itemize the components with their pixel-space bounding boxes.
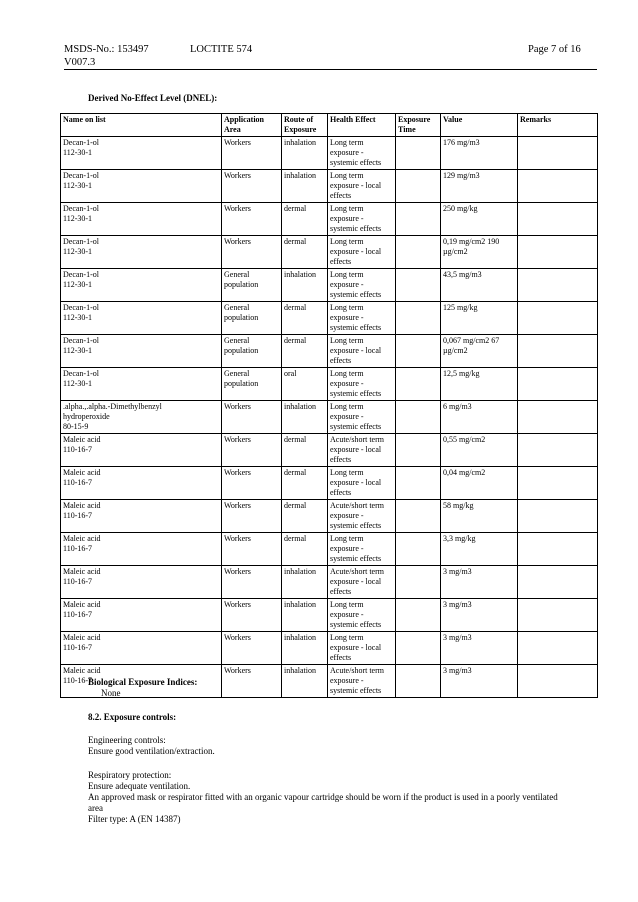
cell-name-line: Maleic acid — [63, 468, 101, 477]
cell-time — [396, 401, 441, 434]
cell-effect-line: exposure - local — [330, 445, 382, 454]
cell-remarks — [518, 170, 598, 203]
cell-effect — [328, 665, 396, 698]
cell-remarks — [518, 269, 598, 302]
cell-name-line: 110-16-7 — [63, 610, 93, 619]
cell-name — [61, 467, 222, 500]
cell-effect-line: exposure - — [330, 313, 364, 322]
cell-name-line: 112-30-1 — [63, 346, 93, 355]
cell-effect — [328, 434, 396, 467]
cell-effect — [328, 533, 396, 566]
cell-value-line: µg/cm2 — [443, 247, 468, 256]
cell-name-line: Decan-1-ol — [63, 369, 99, 378]
cell-name-line: Maleic acid — [63, 435, 101, 444]
cell-value — [441, 665, 518, 698]
cell-effect-line: Long term — [330, 237, 364, 246]
cell-area — [222, 335, 282, 368]
cell-area-line: Workers — [224, 435, 251, 444]
cell-value — [441, 599, 518, 632]
cell-time — [396, 467, 441, 500]
cell-effect-line: effects — [330, 653, 352, 662]
cell-value — [441, 368, 518, 401]
cell-area-line: General — [224, 270, 250, 279]
cell-remarks — [518, 533, 598, 566]
cell-area-line: General — [224, 303, 250, 312]
cell-time — [396, 632, 441, 665]
cell-value-line: 3 mg/m3 — [443, 567, 472, 576]
cell-area-line: population — [224, 280, 259, 289]
cell-area — [222, 566, 282, 599]
cell-route: inhalation — [282, 401, 328, 434]
cell-effect — [328, 467, 396, 500]
cell-name-line: 110-16-7 — [63, 676, 93, 685]
respiratory-protection-line3: Filter type: A (EN 14387) — [88, 814, 181, 824]
cell-effect-line: Long term — [330, 336, 364, 345]
cell-route: dermal — [282, 434, 328, 467]
cell-effect-line: systemic effects — [330, 554, 382, 563]
dnel-section-title: Derived No-Effect Level (DNEL): — [88, 93, 218, 103]
cell-route: inhalation — [282, 665, 328, 698]
cell-name-line: 110-16-7 — [63, 445, 93, 454]
cell-effect-line: effects — [330, 257, 352, 266]
cell-name-line: Decan-1-ol — [63, 204, 99, 213]
cell-area — [222, 500, 282, 533]
cell-area — [222, 632, 282, 665]
cell-value-line: 0,19 mg/cm2 190 — [443, 237, 500, 246]
cell-route: dermal — [282, 236, 328, 269]
cell-value-line: 3,3 mg/kg — [443, 534, 476, 543]
cell-value-line: 3 mg/m3 — [443, 600, 472, 609]
cell-route: inhalation — [282, 599, 328, 632]
cell-value — [441, 269, 518, 302]
cell-route: dermal — [282, 500, 328, 533]
table-row — [61, 500, 598, 533]
table-row — [61, 533, 598, 566]
cell-value-line: 6 mg/m3 — [443, 402, 472, 411]
cell-effect — [328, 203, 396, 236]
cell-name — [61, 170, 222, 203]
cell-effect-line: exposure - — [330, 676, 364, 685]
cell-name — [61, 599, 222, 632]
cell-value-line: 58 mg/kg — [443, 501, 474, 510]
cell-effect-line: Long term — [330, 270, 364, 279]
cell-effect — [328, 401, 396, 434]
cell-name-line: Decan-1-ol — [63, 336, 99, 345]
cell-name — [61, 368, 222, 401]
cell-name-line: Maleic acid — [63, 567, 101, 576]
cell-route: dermal — [282, 533, 328, 566]
cell-name-line: 110-16-7 — [63, 577, 93, 586]
exposure-controls-title: 8.2. Exposure controls: — [88, 712, 177, 722]
cell-name-line: 112-30-1 — [63, 379, 93, 388]
cell-value — [441, 335, 518, 368]
cell-effect-line: systemic effects — [330, 224, 382, 233]
cell-time — [396, 335, 441, 368]
cell-area — [222, 533, 282, 566]
cell-name-line: Maleic acid — [63, 501, 101, 510]
cell-value — [441, 533, 518, 566]
product-name: LOCTITE 574 — [190, 44, 253, 55]
cell-effect-line: systemic effects — [330, 422, 382, 431]
cell-route: dermal — [282, 335, 328, 368]
cell-effect-line: systemic effects — [330, 389, 382, 398]
cell-area-line: Workers — [224, 468, 251, 477]
cell-area-line: Workers — [224, 171, 251, 180]
page-number: Page 7 of 16 — [528, 44, 581, 55]
table-row — [61, 137, 598, 170]
cell-effect-line: exposure - local — [330, 346, 382, 355]
cell-remarks — [518, 368, 598, 401]
cell-area — [222, 170, 282, 203]
cell-name-line: 112-30-1 — [63, 181, 93, 190]
cell-time — [396, 665, 441, 698]
cell-effect-line: Long term — [330, 303, 364, 312]
cell-area-line: population — [224, 346, 259, 355]
cell-area — [222, 434, 282, 467]
cell-value-line: 0,04 mg/cm2 — [443, 468, 486, 477]
respiratory-protection-heading: Respiratory protection: — [88, 770, 172, 780]
table-row — [61, 170, 598, 203]
version-number: V007.3 — [64, 57, 96, 68]
cell-value-line: 0,067 mg/cm2 67 — [443, 336, 500, 345]
cell-name — [61, 269, 222, 302]
cell-value-line: µg/cm2 — [443, 346, 468, 355]
cell-route: inhalation — [282, 170, 328, 203]
cell-effect-line: systemic effects — [330, 158, 382, 167]
cell-time — [396, 302, 441, 335]
cell-effect-line: effects — [330, 488, 352, 497]
cell-effect-line: exposure - — [330, 280, 364, 289]
cell-effect-line: Long term — [330, 534, 364, 543]
cell-value — [441, 401, 518, 434]
cell-effect — [328, 632, 396, 665]
cell-value — [441, 467, 518, 500]
cell-remarks — [518, 137, 598, 170]
cell-value-line: 3 mg/m3 — [443, 633, 472, 642]
cell-area — [222, 467, 282, 500]
cell-name — [61, 137, 222, 170]
table-row — [61, 203, 598, 236]
cell-effect — [328, 599, 396, 632]
cell-area-line: Workers — [224, 633, 251, 642]
cell-area-line: population — [224, 313, 259, 322]
cell-name-line: Maleic acid — [63, 600, 101, 609]
cell-value-line: 0,55 mg/cm2 — [443, 435, 486, 444]
cell-name-line: 112-30-1 — [63, 214, 93, 223]
cell-area-line: General — [224, 336, 250, 345]
cell-name — [61, 401, 222, 434]
cell-effect-line: Long term — [330, 369, 364, 378]
cell-effect-line: Long term — [330, 138, 364, 147]
cell-effect — [328, 302, 396, 335]
col-header-effect: Health Effect — [328, 114, 396, 137]
cell-effect-line: exposure - local — [330, 478, 382, 487]
cell-remarks — [518, 599, 598, 632]
cell-value — [441, 137, 518, 170]
cell-effect-line: exposure - — [330, 379, 364, 388]
cell-area-line: General — [224, 369, 250, 378]
cell-name-line: 110-16-7 — [63, 544, 93, 553]
cell-time — [396, 533, 441, 566]
cell-area-line: Workers — [224, 534, 251, 543]
cell-name-line: 110-16-7 — [63, 511, 93, 520]
col-header-time: Exposure Time — [396, 114, 441, 137]
cell-effect-line: effects — [330, 455, 352, 464]
cell-effect-line: systemic effects — [330, 521, 382, 530]
cell-value-line: 3 mg/m3 — [443, 666, 472, 675]
table-row — [61, 368, 598, 401]
biological-indices-title: Biological Exposure Indices: — [88, 677, 198, 687]
cell-area — [222, 236, 282, 269]
cell-effect-line: exposure - local — [330, 247, 382, 256]
engineering-controls-heading: Engineering controls: — [88, 735, 166, 745]
cell-effect-line: exposure - — [330, 214, 364, 223]
cell-effect-line: Long term — [330, 171, 364, 180]
cell-remarks — [518, 500, 598, 533]
cell-remarks — [518, 335, 598, 368]
cell-area-line: Workers — [224, 204, 251, 213]
cell-value — [441, 203, 518, 236]
cell-value-line: 250 mg/kg — [443, 204, 478, 213]
dnel-table-body — [61, 137, 598, 698]
col-header-route: Route of Exposure — [282, 114, 328, 137]
cell-name-line: hydroperoxide — [63, 412, 110, 421]
cell-remarks — [518, 467, 598, 500]
cell-effect-line: exposure - local — [330, 643, 382, 652]
cell-effect-line: exposure - — [330, 148, 364, 157]
cell-route: inhalation — [282, 632, 328, 665]
cell-value-line: 12,5 mg/kg — [443, 369, 480, 378]
cell-name-line: 80-15-9 — [63, 422, 89, 431]
dnel-table — [60, 113, 598, 698]
cell-effect-line: systemic effects — [330, 323, 382, 332]
cell-value — [441, 170, 518, 203]
cell-value-line: 176 mg/m3 — [443, 138, 480, 147]
col-header-name: Name on list — [61, 114, 222, 137]
cell-effect-line: exposure - local — [330, 181, 382, 190]
cell-effect-line: Acute/short term — [330, 435, 384, 444]
cell-name-line: Decan-1-ol — [63, 237, 99, 246]
cell-value — [441, 302, 518, 335]
cell-area-line: Workers — [224, 138, 251, 147]
cell-name — [61, 302, 222, 335]
cell-effect-line: exposure - — [330, 610, 364, 619]
cell-effect-line: Long term — [330, 633, 364, 642]
cell-effect-line: systemic effects — [330, 620, 382, 629]
cell-effect-line: exposure - — [330, 544, 364, 553]
cell-name-line: Maleic acid — [63, 666, 101, 675]
cell-effect-line: Acute/short term — [330, 666, 384, 675]
cell-effect-line: effects — [330, 191, 352, 200]
cell-name — [61, 335, 222, 368]
cell-time — [396, 269, 441, 302]
cell-name — [61, 236, 222, 269]
cell-area — [222, 599, 282, 632]
cell-route: dermal — [282, 203, 328, 236]
cell-route: oral — [282, 368, 328, 401]
cell-area-line: Workers — [224, 600, 251, 609]
cell-effect-line: systemic effects — [330, 290, 382, 299]
cell-effect — [328, 137, 396, 170]
cell-route: dermal — [282, 302, 328, 335]
cell-area-line: Workers — [224, 237, 251, 246]
cell-time — [396, 170, 441, 203]
cell-effect-line: Long term — [330, 402, 364, 411]
cell-route: dermal — [282, 467, 328, 500]
cell-effect-line: Acute/short term — [330, 567, 384, 576]
cell-value — [441, 566, 518, 599]
cell-effect — [328, 500, 396, 533]
cell-name — [61, 533, 222, 566]
cell-time — [396, 203, 441, 236]
cell-name-line: 112-30-1 — [63, 313, 93, 322]
cell-effect — [328, 335, 396, 368]
cell-value — [441, 434, 518, 467]
cell-time — [396, 599, 441, 632]
cell-name-line: 110-16-7 — [63, 478, 93, 487]
biological-indices-value: None — [101, 688, 121, 698]
cell-effect-line: Acute/short term — [330, 501, 384, 510]
col-header-remarks: Remarks — [518, 114, 598, 137]
cell-effect-line: systemic effects — [330, 686, 382, 695]
cell-time — [396, 137, 441, 170]
cell-remarks — [518, 203, 598, 236]
table-row — [61, 269, 598, 302]
cell-effect-line: Long term — [330, 204, 364, 213]
table-row — [61, 599, 598, 632]
cell-effect — [328, 368, 396, 401]
cell-name — [61, 632, 222, 665]
cell-route: inhalation — [282, 137, 328, 170]
cell-remarks — [518, 401, 598, 434]
cell-effect-line: effects — [330, 356, 352, 365]
cell-value — [441, 632, 518, 665]
cell-name-line: Decan-1-ol — [63, 171, 99, 180]
cell-name-line: .alpha.,.alpha.-Dimethylbenzyl — [63, 402, 162, 411]
cell-effect-line: Long term — [330, 600, 364, 609]
cell-route: inhalation — [282, 566, 328, 599]
table-row — [61, 236, 598, 269]
cell-time — [396, 566, 441, 599]
cell-name-line: 112-30-1 — [63, 247, 93, 256]
cell-value-line: 125 mg/kg — [443, 303, 478, 312]
cell-area — [222, 665, 282, 698]
engineering-controls-text: Ensure good ventilation/extraction. — [88, 746, 215, 756]
cell-effect-line: effects — [330, 587, 352, 596]
cell-value — [441, 236, 518, 269]
cell-name-line: 112-30-1 — [63, 148, 93, 157]
table-row — [61, 335, 598, 368]
cell-area — [222, 269, 282, 302]
cell-value-line: 129 mg/m3 — [443, 171, 480, 180]
cell-area-line: Workers — [224, 501, 251, 510]
cell-time — [396, 434, 441, 467]
cell-name — [61, 203, 222, 236]
cell-remarks — [518, 566, 598, 599]
cell-value — [441, 500, 518, 533]
cell-name — [61, 500, 222, 533]
cell-remarks — [518, 632, 598, 665]
cell-name-line: Decan-1-ol — [63, 138, 99, 147]
table-row — [61, 302, 598, 335]
cell-area — [222, 368, 282, 401]
cell-area-line: population — [224, 379, 259, 388]
cell-remarks — [518, 302, 598, 335]
table-row — [61, 632, 598, 665]
cell-area — [222, 302, 282, 335]
cell-effect — [328, 269, 396, 302]
col-header-value: Value — [441, 114, 518, 137]
respiratory-protection-line2: An approved mask or respirator fitted with an organic vapour cartridge should be worn if the product is used in a poorly ventilated area — [88, 792, 558, 813]
cell-time — [396, 500, 441, 533]
cell-area — [222, 401, 282, 434]
cell-effect-line: Long term — [330, 468, 364, 477]
respiratory-protection-line1: Ensure adequate ventilation. — [88, 781, 191, 791]
table-row — [61, 467, 598, 500]
col-header-area: Application Area — [222, 114, 282, 137]
cell-name-line: Decan-1-ol — [63, 303, 99, 312]
cell-time — [396, 236, 441, 269]
cell-remarks — [518, 665, 598, 698]
cell-time — [396, 368, 441, 401]
table-row — [61, 401, 598, 434]
table-row — [61, 566, 598, 599]
cell-effect — [328, 566, 396, 599]
cell-route: inhalation — [282, 269, 328, 302]
cell-remarks — [518, 434, 598, 467]
cell-area — [222, 137, 282, 170]
cell-area-line: Workers — [224, 567, 251, 576]
cell-area-line: Workers — [224, 402, 251, 411]
cell-name-line: Decan-1-ol — [63, 270, 99, 279]
msds-number: MSDS-No.: 153497 — [64, 44, 149, 55]
cell-effect — [328, 170, 396, 203]
header-divider — [64, 69, 597, 70]
cell-name-line: Maleic acid — [63, 534, 101, 543]
table-row — [61, 434, 598, 467]
cell-name-line: Maleic acid — [63, 633, 101, 642]
cell-value-line: 43,5 mg/m3 — [443, 270, 482, 279]
cell-area — [222, 203, 282, 236]
cell-effect — [328, 236, 396, 269]
cell-effect-line: exposure - local — [330, 577, 382, 586]
cell-name-line: 112-30-1 — [63, 280, 93, 289]
cell-effect-line: exposure - — [330, 412, 364, 421]
cell-name — [61, 566, 222, 599]
cell-area-line: Workers — [224, 666, 251, 675]
cell-name — [61, 434, 222, 467]
table-header-row — [61, 114, 598, 137]
cell-remarks — [518, 236, 598, 269]
cell-effect-line: exposure - — [330, 511, 364, 520]
cell-name-line: 110-16-7 — [63, 643, 93, 652]
